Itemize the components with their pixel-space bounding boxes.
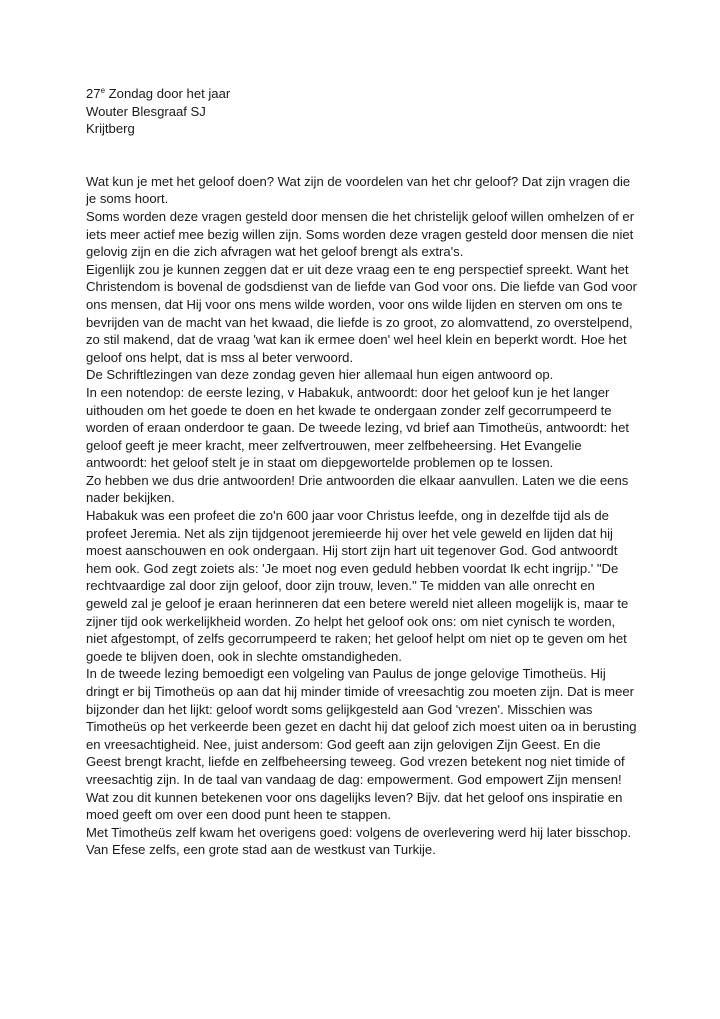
occasion-ordinal-suffix: e <box>100 86 106 95</box>
occasion-title <box>86 85 638 103</box>
header-spacer <box>86 138 638 173</box>
paragraph-summary-readings: In een notendop: de eerste lezing, v Habakuk, antwoordt: door het geloof kun je het langer uithouden om het goede te doen en het kwade te ondergaan zonder zelf gecorrumpeerd te worden of eraan onderdoor te gaan. De tweede lezing, vd brief aan Timotheüs, antwoordt: het geloof geeft je meer kracht, meer zelfvertrouwen, meer zelfbeheersing. Het Evangelie antwoordt: het geloof stelt je in staat om diepgewortelde problemen op te lossen. <box>86 384 630 471</box>
document-body <box>86 85 638 859</box>
paragraph-three-answers: Zo hebben we dus drie antwoorden! Drie antwoorden die elkaar aanvullen. Laten we die eens nader bekijken. <box>86 472 629 506</box>
paragraph-readings-intro: De Schriftlezingen van deze zondag geven hier allemaal hun eigen antwoord op. <box>86 367 554 383</box>
paragraph-who-asks: Soms worden deze vragen gesteld door mensen die het christelijk geloof willen omhelzen of er iets meer actief mee bezig willen zijn. Soms worden deze vragen gesteld door mensen die niet gelovig zijn en die zich afvragen wat het geloof brengt als extra's. <box>86 208 635 260</box>
author-name: Wouter Blesgraaf SJ <box>86 103 206 119</box>
occasion-number: 27 <box>86 86 101 101</box>
occasion-title-rest: Zondag door het jaar <box>105 86 231 101</box>
paragraph-timotheus-bishop: Met Timotheüs zelf kwam het overigens goed: volgens de overlevering werd hij later bisschop. Van Efese zelfs, een grote stad aan de westkust van Turkije. <box>86 824 632 858</box>
paragraph-timotheus: In de tweede lezing bemoedigt een volgeling van Paulus de jonge gelovige Timotheüs. Hij dringt er bij Timotheüs op aan dat hij minder timide of vreesachtig zou moeten zijn. Dat is meer bijzonder dan het lijkt: geloof wordt soms gelijkgesteld aan God 'vrezen'. Misschien was Timotheüs op het verkeerde been gezet en dacht hij dat geloof zich moest uiten oa in berusting en vreesachtigheid. Nee, juist andersom: God geeft aan zijn gelovigen Zijn Geest. En die Geest brengt kracht, liefde en zelfbeheersing teweeg. God vrezen betekent nog niet timide of vreesachtig zijn. In de taal van vandaag de dag: empowerment. God empowert Zijn mensen! Wat zou dit kunnen betekenen voor ons dagelijks leven? Bijv. dat het geloof ons inspiratie en moed geeft om over een dood punt heen te stappen. <box>86 666 637 823</box>
location-name: Krijtberg <box>86 121 135 137</box>
paragraph-habakuk: Habakuk was een profeet die zo'n 600 jaar voor Christus leefde, ong in dezelfde tijd als de profeet Jeremia. Net als zijn tijdgenoot jeremieerde hij over het vele geweld en lijden dat hij moest aanschouwen en ook ondergaan. Hij stort zijn hart uit tegenover God. God antwoordt hem ook. God zegt zoiets als: 'Je moet nog even geduld hebben voordat Ik echt ingrijp.' "De rechtvaardige zal door zijn geloof, door zijn trouw, leven." Te midden van alle onrecht en geweld zal je geloof je eraan herinneren dat een betere wereld niet alleen mogelijk is, maar te zijner tijd ook werkelijkheid worden. Zo helpt het geloof ook ons: om niet cynisch te worden, niet afgestompt, of zelfs gecorrumpeerd te raken; het geloof helpt om niet op te geven om het goede te blijven doen, ook in slechte omstandigheden. <box>86 508 629 664</box>
paragraph-love-of-god: Eigenlijk zou je kunnen zeggen dat er uit deze vraag een te eng perspectief spreekt. Want het Christendom is bovenal de godsdienst van de liefde van God voor ons. Die liefde van God voor ons mensen, dat Hij voor ons mens wilde worden, voor ons wilde lijden en sterven om ons te bevrijden van de macht van het kwaad, die liefde is zo groot, zo alomvattend, zo overstelpend, zo stil makend, dat de vraag 'wat kan ik ermee doen' wel heel klein en beperkt wordt. Hoe het geloof ons helpt, dat is mss al beter verwoord. <box>86 261 637 365</box>
paragraph-intro-question: Wat kun je met het geloof doen? Wat zijn de voordelen van het chr geloof? Dat zijn vragen die je soms hoort. <box>86 173 631 207</box>
